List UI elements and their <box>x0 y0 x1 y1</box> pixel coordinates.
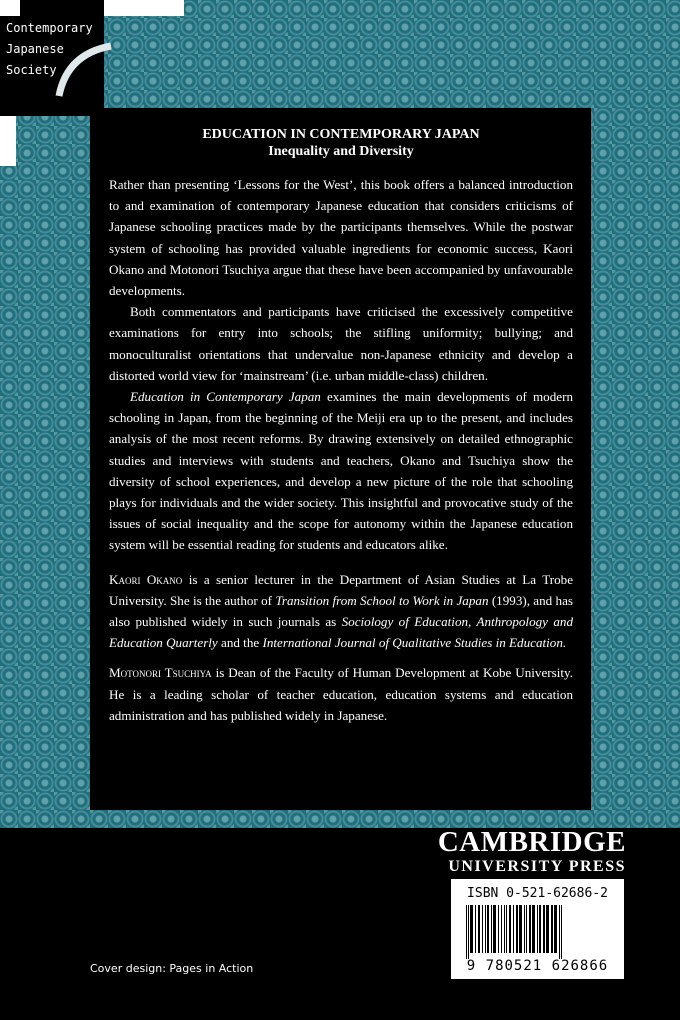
barcode-bar <box>504 905 505 953</box>
publisher-name: CAMBRIDGE <box>437 826 626 858</box>
author-bio-text: is a senior lecturer in the Department of Asian Studies at La Trobe University. She is the author of <box>109 571 574 608</box>
author-bio-text: (1993), and has also published widely in such journals as <box>109 592 573 630</box>
journal-title: Sociology of Education, Anthropology and Education Quarterly <box>109 614 574 651</box>
barcode-bar <box>470 905 473 953</box>
barcode-bar <box>509 905 511 953</box>
barcode-bar <box>543 905 545 953</box>
barcode-digits: 9 780521 626866 <box>466 958 609 974</box>
author-bio <box>109 569 573 654</box>
cover-design-credit: Cover design: Pages in Action <box>90 962 254 975</box>
barcode-bar <box>478 905 480 953</box>
barcode-bar <box>498 905 499 953</box>
barcode-bar <box>532 905 535 953</box>
decorative-white-bar <box>104 0 184 16</box>
book-subtitle: Inequality and Diversity <box>268 144 414 159</box>
barcode-bar <box>559 905 560 959</box>
barcode-bar <box>524 905 525 953</box>
blurb-paragraph <box>109 386 573 556</box>
author-name: Motonori Tsuchiya <box>109 665 212 681</box>
barcode-bar <box>546 905 549 953</box>
blurb-paragraph: Both commentators and participants have criticised the excessively competitive examinations for entry into schools; the stifling uniformity; bullying; and monoculturalist orientations that undervalue non-Japanese ethnicity and develop a distorted world view for ‘mainstream’ (i.e. urban middle-class) children. <box>109 304 573 383</box>
blurb-text: examines the main developments of modern schooling in Japan, from the beginning of the Meiji era up to the present, and includes analysis of the most recent reforms. By drawing extensively on detailed ethnographic studies and interviews with students and teachers, Okano and Tsuchiya show the diversity of school experiences, and develop a new picture of the role that schooling plays for individuals and the wider society. This insightful and provocative study of the issues of social inequality and the scope for autonomy within the Japanese education system will be essential reading for students and educators alike. <box>109 389 573 553</box>
barcode-bar <box>485 905 486 953</box>
barcode-bar <box>475 905 476 953</box>
series-arc-decoration <box>55 40 115 100</box>
barcode-bar <box>501 905 502 953</box>
series-label-line: Contemporary <box>6 21 93 35</box>
barcode-bar <box>537 905 538 953</box>
barcode-bar <box>506 905 507 953</box>
barcode-bar <box>491 905 492 953</box>
journal-title: International Journal of Qualitative Studies in Education. <box>262 635 567 651</box>
author-bio <box>109 662 573 726</box>
publisher-subtitle: UNIVERSITY PRESS <box>448 858 626 875</box>
isbn-label: ISBN 0-521-62686-2 <box>467 886 608 901</box>
barcode-bar <box>526 905 527 953</box>
barcode-bar <box>516 905 518 953</box>
barcode-bar <box>561 905 562 959</box>
author-name: Kaori Okano <box>109 571 183 587</box>
barcode-bar <box>551 905 553 953</box>
barcode-bar <box>487 905 489 953</box>
barcode-bar <box>529 905 531 953</box>
isbn-barcode-box <box>451 879 624 979</box>
blurb-paragraph: Rather than presenting ‘Lessons for the West’, this book offers a balanced introduction to and examination of contemporary Japanese education that considers criticisms of Japanese schooling practices made by the participants themselves. While the postwar system of schooling has provided valuable ingredients for economic success, Kaori Okano and Motonori Tsuchiya argue that these have been accompanied by unfavourable developments. <box>109 177 573 299</box>
barcode-bar <box>554 905 557 953</box>
barcode-bar <box>482 905 483 953</box>
book-title: EDUCATION IN CONTEMPORARY JAPAN <box>202 127 480 142</box>
barcode-bar <box>513 905 514 953</box>
barcode-bar <box>539 905 541 953</box>
barcode-bar <box>519 905 522 953</box>
series-label-line: Society <box>6 63 57 77</box>
barcode-bar <box>493 905 496 953</box>
series-label-line: Japanese <box>6 42 64 56</box>
author-bio-text: and the <box>217 635 263 651</box>
barcode <box>466 905 609 959</box>
author-bio-text: is Dean of the Faculty of Human Development at Kobe University. He is a leading scholar of teacher education, education systems and education administration and has published widely in Japanese. <box>109 665 573 723</box>
barcode-bar <box>466 905 467 959</box>
author-book-title: Transition from School to Work in Japan <box>275 592 489 608</box>
barcode-bar <box>468 905 469 959</box>
decorative-white-strip <box>0 0 20 16</box>
description-panel <box>90 108 591 810</box>
book-title-italic: Education in Contemporary Japan <box>130 389 321 405</box>
